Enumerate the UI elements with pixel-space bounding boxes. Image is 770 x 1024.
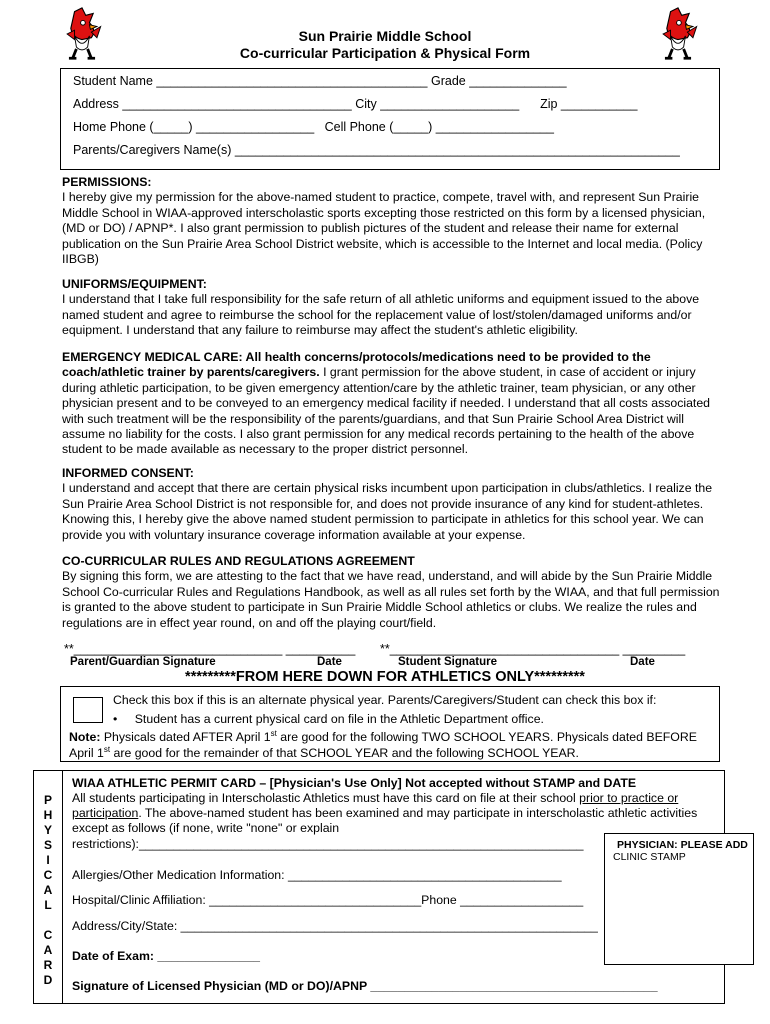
vertical-letter: P bbox=[43, 793, 52, 807]
note-text-1b: are good for the following TWO SCHOOL YEARS. Physicals dated BEFORE bbox=[276, 730, 697, 745]
student-signature-line[interactable]: **_________________________________ _________ bbox=[380, 642, 686, 656]
intro-text-b: . The above-named student has been examined and may participate in interscholastic athletic activities bbox=[138, 806, 698, 821]
intro-text-c: except as follows (if none, write "none" or explain bbox=[72, 821, 340, 836]
note-text-2b: are good for the remainder of that SCHOOL YEAR and the following SCHOOL YEAR. bbox=[110, 746, 579, 761]
permit-card-title: WIAA ATHLETIC PERMIT CARD – [Physician's Use Only] Not accepted without STAMP and DATE bbox=[72, 776, 637, 790]
rules-text: By signing this form, we are attesting to the fact that we have read, understand, and will abide by the Sun Prairie Middle School Co-curricular Rules and Regulations Handbook, as well as all rules set forth by the WIAA, and that full permission is granted to the above student to participate in Sun Prairie Middle School athletics or clubs. We realize the rules and regulations are in effect year round, on and off the playing court/field. bbox=[62, 569, 720, 630]
intro-underlined-1: prior to practice or bbox=[579, 791, 679, 805]
school-name-title: Sun Prairie Middle School bbox=[298, 28, 472, 44]
parent-signature-line[interactable]: **______________________________ __________ bbox=[64, 642, 356, 656]
intro-text-a: All students participating in Interscholastic Athletics must have this card on file at their school bbox=[72, 791, 580, 805]
hospital-phone-field[interactable]: Hospital/Clinic Affiliation: _______________________________Phone __________________ bbox=[72, 893, 584, 907]
permit-card-intro bbox=[72, 791, 717, 837]
allergies-field[interactable]: Allergies/Other Medication Information: ________________________________________ bbox=[72, 868, 562, 882]
parents-caregivers-field[interactable]: Parents/Caregivers Name(s) ________________________________________________________________ bbox=[73, 143, 680, 157]
emergency-heading: EMERGENCY MEDICAL CARE: All health concerns/protocols/medications need to be provided to the coach/athletic trainer by parents/caregivers. bbox=[62, 350, 651, 380]
student-date-label: Date bbox=[630, 656, 655, 668]
date-of-exam-field[interactable]: Date of Exam: _______________ bbox=[72, 949, 261, 963]
clinic-stamp-box[interactable] bbox=[604, 833, 754, 965]
form-title: Co-curricular Participation & Physical Form bbox=[239, 45, 531, 61]
vertical-letter: C bbox=[43, 868, 53, 882]
consent-heading: INFORMED CONSENT: bbox=[62, 466, 194, 480]
permissions-section bbox=[62, 175, 722, 267]
uniforms-text: I understand that I take full responsibility for the safe return of all athletic uniforms and equipment issued to the above named student and agree to reimburse the school for the replacement value of lost/stolen/damaged uniforms and/or equipment. I understand that any failure to reimburse may affect the student's athletic eligibility. bbox=[62, 292, 700, 338]
vertical-letter: D bbox=[43, 973, 53, 987]
stamp-subtitle: CLINIC STAMP bbox=[613, 851, 686, 863]
parent-signature-label: Parent/Guardian Signature bbox=[70, 656, 216, 668]
physical-card-vertical-label bbox=[34, 771, 63, 1003]
restrictions-field[interactable]: restrictions):_________________________________________________________________ bbox=[72, 837, 584, 851]
vertical-letter: H bbox=[43, 808, 53, 822]
address-city-zip-field[interactable]: Address _________________________________ City ____________________ Zip ___________ bbox=[73, 97, 638, 111]
rules-section bbox=[62, 554, 722, 631]
permissions-text: I hereby give my permission for the above-named student to practice, compete, travel with, and represent Sun Prairie Middle School in WIAA-approved interscholastic sports excepting those restricted on this form by a licensed physician, (MD or DO) / APNP*. I also grant permission to publish pictures of the student and release their name for external publication on the Sun Prairie Area School District website, which is accessible to the Internet and local media. (Policy IIBGB) bbox=[62, 190, 706, 267]
vertical-letter: R bbox=[43, 958, 53, 972]
note-text-2a: April 1 bbox=[69, 746, 104, 761]
vertical-letter: S bbox=[43, 838, 52, 852]
vertical-letter: Y bbox=[43, 823, 52, 837]
bullet-icon: • bbox=[113, 712, 118, 726]
emergency-section bbox=[62, 350, 722, 458]
address-city-state-field[interactable]: Address/City/State: _____________________________________________________________ bbox=[72, 919, 598, 933]
rules-heading: CO-CURRICULAR RULES AND REGULATIONS AGREEMENT bbox=[62, 554, 415, 568]
note-label: Note: bbox=[69, 730, 101, 745]
parent-date-label: Date bbox=[317, 656, 342, 668]
note-superscript-1: st bbox=[270, 729, 277, 738]
physician-signature-field[interactable]: Signature of Licensed Physician (MD or DO)/APNP __________________________________________ bbox=[72, 979, 658, 993]
wiaa-permit-card bbox=[33, 770, 748, 1004]
bullet-text: Student has a current physical card on file in the Athletic Department office. bbox=[134, 712, 544, 726]
note-line-1 bbox=[69, 729, 697, 744]
vertical-letter: A bbox=[43, 883, 53, 897]
bullet-item bbox=[113, 712, 544, 726]
permissions-heading: PERMISSIONS: bbox=[62, 175, 152, 189]
consent-text: I understand and accept that there are certain physical risks incumbent upon participation in clubs/athletics. I realize the Sun Prairie Area School District is not responsible for, and does not provide insurance of any kind for student-athletes. Knowing this, I hereby give the above named student permission to participate in athletics for this school year. We can provide you with voluntary insurance coverage information available at your expense. bbox=[62, 481, 713, 542]
alternate-year-instruction: Check this box if this is an alternate physical year. Parents/Caregivers/Student can check this box if: bbox=[113, 693, 657, 707]
student-signature-label: Student Signature bbox=[398, 656, 498, 668]
note-line-2 bbox=[69, 745, 579, 760]
alternate-year-checkbox[interactable] bbox=[73, 697, 103, 723]
consent-section bbox=[62, 466, 722, 543]
note-text-1a: Physicals dated AFTER April 1 bbox=[100, 730, 271, 745]
athletics-only-banner: *********FROM HERE DOWN FOR ATHLETICS ONLY********* bbox=[185, 669, 585, 685]
uniforms-heading: UNIFORMS/EQUIPMENT: bbox=[62, 277, 207, 291]
student-name-grade-field[interactable]: Student Name _______________________________________ Grade ______________ bbox=[73, 74, 567, 88]
uniforms-section bbox=[62, 277, 722, 339]
vertical-letter: A bbox=[43, 943, 53, 957]
stamp-title: PHYSICIAN: PLEASE ADD bbox=[617, 839, 748, 851]
phone-fields[interactable]: Home Phone (_____) _________________ Cell Phone (_____) _________________ bbox=[73, 120, 554, 134]
emergency-text: I grant permission for the above student, in case of accident or injury during athletic participation, to be given emergency attention/care by the athletic trainer, team physician, or any other physician present and to be conveyed to an emergency medical facility if needed. I understand that all costs associated with such treatment will be the responsibility of the parents/guardians, and that Sun Prairie School Area District will assume no liability for the costs. I also grant permission for any medical records pertaining to the health of the above student to be made available as necessary to the proper district personnel. bbox=[62, 365, 711, 457]
vertical-letter: I bbox=[46, 853, 50, 867]
alternate-year-box bbox=[60, 686, 720, 762]
intro-underlined-2: participation bbox=[72, 806, 139, 821]
vertical-letter: C bbox=[43, 928, 53, 942]
student-info-box bbox=[60, 68, 720, 170]
note-superscript-2: st bbox=[103, 745, 111, 754]
vertical-letter: L bbox=[44, 898, 52, 912]
